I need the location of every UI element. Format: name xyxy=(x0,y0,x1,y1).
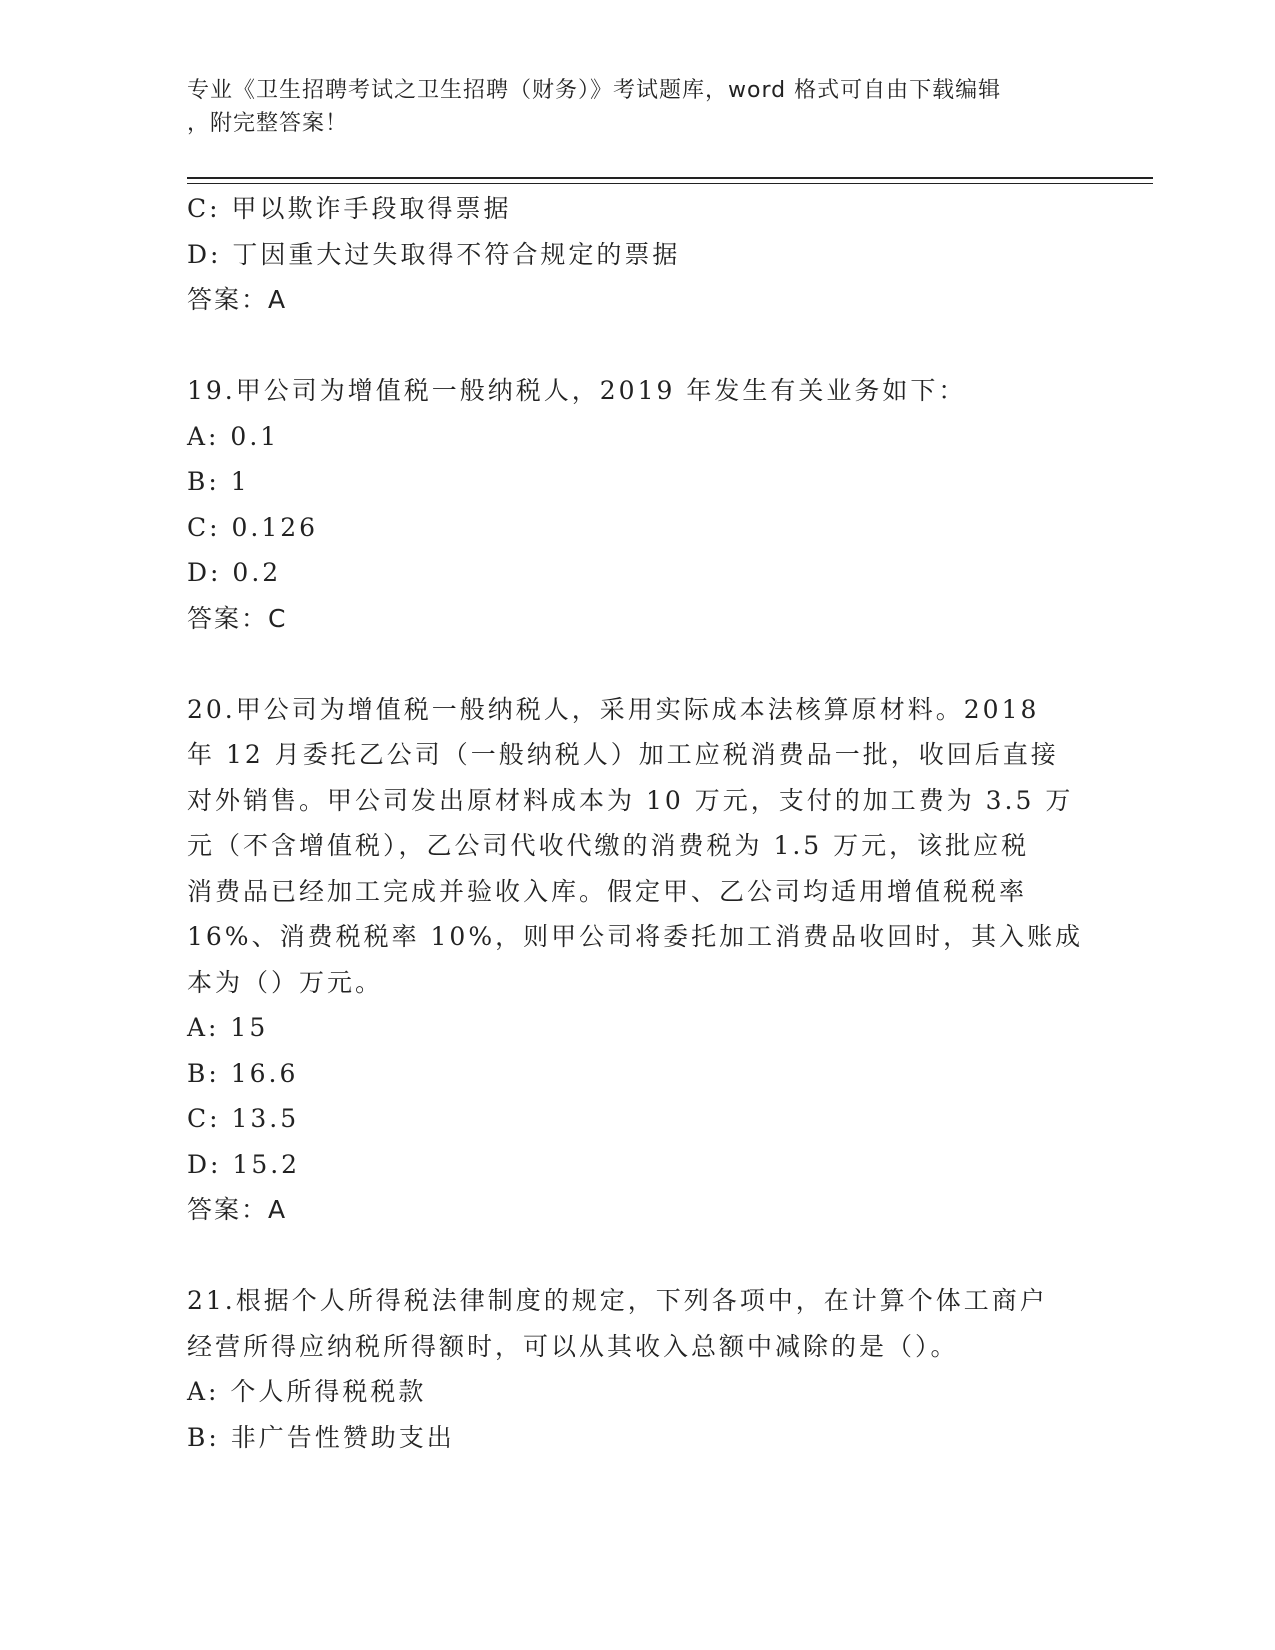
header-rule-thick xyxy=(187,177,1153,179)
question-stem: 19.甲公司为增值税一般纳税人，2019 年发生有关业务如下： xyxy=(187,376,967,405)
answer-line: 答案：A xyxy=(187,285,288,314)
answer-line: 答案：C xyxy=(187,603,288,633)
document-body xyxy=(187,186,1084,1460)
option-a: A: 0.1 xyxy=(187,421,280,451)
option-c: C: 0.126 xyxy=(187,512,319,542)
question-stem-line: 21.根据个人所得税法律制度的规定，下列各项中，在计算个体工商户 xyxy=(187,1286,1048,1315)
option-b: B: 16.6 xyxy=(187,1058,299,1088)
header-title-line-2: ，附完整答案！ xyxy=(187,111,349,136)
option-c: C: 甲以欺诈手段取得票据 xyxy=(187,194,512,223)
option-d: D: 丁因重大过失取得不符合规定的票据 xyxy=(187,239,681,269)
question-stem-line: 对外销售。甲公司发出原材料成本为 10 万元，支付的加工费为 3.5 万 xyxy=(187,785,1074,815)
spacer xyxy=(187,323,1077,369)
spacer xyxy=(187,1233,1077,1279)
option-a: A: 15 xyxy=(187,1013,269,1042)
option-b: B: 1 xyxy=(187,467,250,496)
question-stem-line: 经营所得应纳税所得额时，可以从其收入总额中减除的是（）。 xyxy=(187,1331,959,1361)
question-18-tail xyxy=(187,186,1077,323)
option-c: C: 13.5 xyxy=(187,1104,300,1133)
option-d: D: 0.2 xyxy=(187,558,282,587)
question-21 xyxy=(187,1278,1077,1460)
document-header xyxy=(187,74,1067,140)
question-stem-line: 消费品已经加工完成并验收入库。假定甲、乙公司均适用增值税税率 xyxy=(187,876,1028,906)
spacer xyxy=(187,641,1077,687)
question-20 xyxy=(187,687,1084,1233)
option-a: A: 个人所得税税款 xyxy=(187,1377,427,1406)
answer-line: 答案：A xyxy=(187,1195,288,1224)
option-b: B: 非广告性赞助支出 xyxy=(187,1422,455,1452)
header-title-line-1: 专业《卫生招聘考试之卫生招聘（财务）》考试题库，word 格式可自由下载编辑 xyxy=(187,78,1002,103)
header-rule-thin xyxy=(187,183,1153,184)
question-stem-line: 年 12 月委托乙公司（一般纳税人）加工应税消费品一批，收回后直接 xyxy=(187,740,1059,769)
question-stem-line: 20.甲公司为增值税一般纳税人，采用实际成本法核算原材料。2018 xyxy=(187,694,1040,724)
question-stem-line: 元（不含增值税），乙公司代收代缴的消费税为 1.5 万元，该批应税 xyxy=(187,831,1030,860)
question-stem-line: 16%、消费税税率 10%，则甲公司将委托加工消费品收回时，其入账成 xyxy=(187,922,1084,951)
question-stem-line: 本为（）万元。 xyxy=(187,967,384,997)
question-19 xyxy=(187,368,1077,641)
option-d: D: 15.2 xyxy=(187,1149,301,1179)
